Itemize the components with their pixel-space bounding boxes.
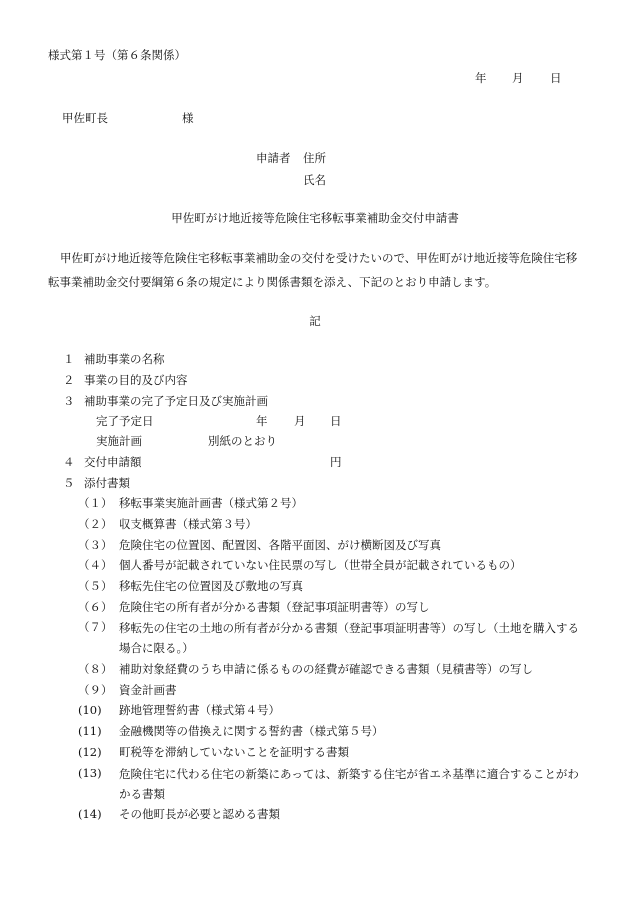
attachment-item: 町税等を滞納していないことを証明する書類 bbox=[119, 745, 349, 759]
attachment-item: 危険住宅の所有者が分かる書類（登記事項証明書等）の写し bbox=[119, 600, 430, 614]
attachment-number: (10) bbox=[78, 703, 102, 717]
form-id: 様式第１号（第６条関係） bbox=[48, 48, 186, 62]
item-number: ４ bbox=[63, 455, 75, 469]
attachment-number: (11) bbox=[78, 724, 102, 738]
applicant-label: 申請者 bbox=[256, 151, 291, 165]
attachment-number: （７） bbox=[78, 620, 113, 634]
attachment-item: 危険住宅の位置図、配置図、各階平面図、がけ横断図及び写真 bbox=[119, 538, 441, 552]
attachment-item: 収支概算書（様式第３号） bbox=[119, 517, 257, 531]
item-label-project-name: 補助事業の名称 bbox=[84, 352, 165, 366]
attachment-item: 移転先住宅の位置図及び敷地の写真 bbox=[119, 579, 303, 593]
item-number: ５ bbox=[63, 476, 75, 490]
attachment-item: 移転先の住宅の土地の所有者が分かる書類（登記事項証明書等）の写し（土地を購入する場合に限る。） bbox=[119, 621, 579, 655]
attachment-item: 資金計画書 bbox=[119, 683, 177, 697]
document-title: 甲佐町がけ地近接等危険住宅移転事業補助金交付申請書 bbox=[171, 211, 459, 225]
item-label-amount: 交付申請額 bbox=[84, 455, 142, 469]
completion-year: 年 bbox=[256, 414, 268, 428]
attachment-number: （８） bbox=[78, 662, 113, 676]
item-label-attachments: 添付書類 bbox=[84, 476, 130, 490]
attachment-number: （６） bbox=[78, 600, 113, 614]
attachment-item: その他町長が必要と認める書類 bbox=[119, 807, 280, 821]
date-year: 年 bbox=[475, 71, 487, 85]
item-label-purpose: 事業の目的及び内容 bbox=[84, 373, 188, 387]
applicant-name-label: 氏名 bbox=[303, 173, 326, 187]
item-number: ２ bbox=[63, 373, 75, 387]
attachment-number: （９） bbox=[78, 683, 113, 697]
completion-month: 月 bbox=[294, 414, 306, 428]
attachment-number: (12) bbox=[78, 745, 102, 759]
date-month: 月 bbox=[512, 71, 524, 85]
attachment-item: 金融機関等の借換えに関する誓約書（様式第５号） bbox=[119, 724, 384, 738]
attachment-item: 移転事業実施計画書（様式第２号） bbox=[119, 496, 303, 510]
addressee-name: 甲佐町長 bbox=[62, 111, 108, 125]
addressee-honorific: 様 bbox=[182, 111, 194, 125]
completion-day: 日 bbox=[330, 414, 342, 428]
attachment-number: （２） bbox=[78, 517, 113, 531]
completion-date-label: 完了予定日 bbox=[96, 414, 154, 428]
body-paragraph: 甲佐町がけ地近接等危険住宅移転事業補助金の交付を受けたいので、甲佐町がけ地近接等危険住宅移転事業補助金交付要綱第６条の規定により関係書類を添え、下記のとおり申請します。 bbox=[48, 251, 578, 289]
attachment-item: 跡地管理誓約書（様式第４号） bbox=[119, 703, 280, 717]
plan-label: 実施計画 bbox=[96, 434, 142, 448]
attachment-number: （５） bbox=[78, 579, 113, 593]
ki-heading: 記 bbox=[309, 314, 321, 328]
attachment-number: （１） bbox=[78, 496, 113, 510]
attachment-number: (13) bbox=[78, 766, 102, 780]
date-day: 日 bbox=[550, 71, 562, 85]
attachment-number: （４） bbox=[78, 558, 113, 572]
attachment-number: (14) bbox=[78, 807, 102, 821]
item-number: １ bbox=[63, 352, 75, 366]
attachment-item: 危険住宅に代わる住宅の新築にあっては、新築する住宅が省エネ基準に適合することがわかる書類 bbox=[119, 767, 579, 801]
plan-value: 別紙のとおり bbox=[208, 434, 277, 448]
attachment-item: 補助対象経費のうち申請に係るものの経費が確認できる書類（見積書等）の写し bbox=[119, 662, 533, 676]
item-number: ３ bbox=[63, 394, 75, 408]
attachment-number: （３） bbox=[78, 538, 113, 552]
attachment-item: 個人番号が記載されていない住民票の写し（世帯全員が記載されているもの） bbox=[119, 558, 522, 572]
applicant-address-label: 住所 bbox=[303, 151, 326, 165]
item-label-schedule: 補助事業の完了予定日及び実施計画 bbox=[84, 394, 268, 408]
amount-unit: 円 bbox=[330, 455, 342, 469]
